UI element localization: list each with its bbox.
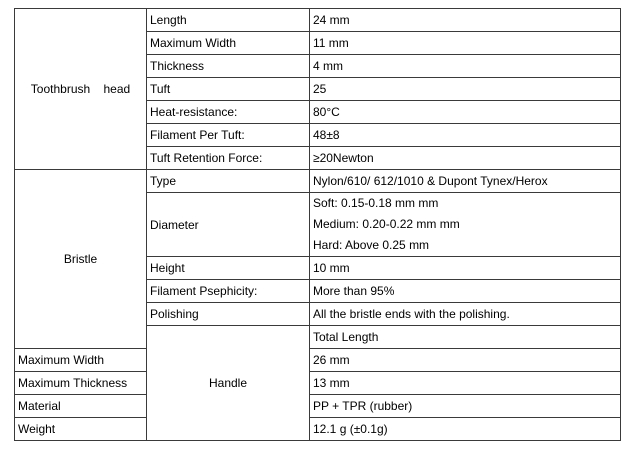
row-value: 13 mm bbox=[310, 372, 621, 395]
row-value: All the bristle ends with the polishing. bbox=[310, 303, 621, 326]
table-row bbox=[15, 395, 621, 418]
row-label: Maximum Width bbox=[15, 349, 147, 372]
row-label: Polishing bbox=[147, 303, 310, 326]
row-value-multi bbox=[310, 193, 621, 257]
row-value: 11 mm bbox=[310, 32, 621, 55]
table-row bbox=[15, 349, 621, 372]
row-value: Nylon/610/ 612/1010 & Dupont Tynex/Herox bbox=[310, 170, 621, 193]
diameter-soft: Soft: 0.15-0.18 mm mm bbox=[313, 196, 439, 210]
row-label: Filament Psephicity: bbox=[147, 280, 310, 303]
row-value: 12.1 g (±0.1g) bbox=[310, 418, 621, 441]
row-label: Thickness bbox=[147, 55, 310, 78]
table-row bbox=[15, 170, 621, 193]
section-handle: Handle bbox=[147, 326, 310, 441]
row-value: PP + TPR (rubber) bbox=[310, 395, 621, 418]
row-value: 4 mm bbox=[310, 55, 621, 78]
row-value: 24 mm bbox=[310, 9, 621, 32]
row-label: Weight bbox=[15, 418, 147, 441]
row-label: Heat-resistance: bbox=[147, 101, 310, 124]
row-label: Height bbox=[147, 257, 310, 280]
diameter-hard: Hard: Above 0.25 mm bbox=[313, 238, 430, 252]
row-label: Length bbox=[147, 9, 310, 32]
section-bristle: Bristle bbox=[15, 170, 147, 349]
row-label: Material bbox=[15, 395, 147, 418]
table-row bbox=[15, 372, 621, 395]
row-label: Tuft bbox=[147, 78, 310, 101]
row-label: Diameter bbox=[147, 193, 310, 257]
diameter-medium: Medium: 0.20-0.22 mm mm bbox=[313, 217, 460, 231]
row-label: Total Length bbox=[310, 326, 621, 349]
table-row bbox=[15, 418, 621, 441]
row-label: Filament Per Tuft: bbox=[147, 124, 310, 147]
table-row bbox=[15, 9, 621, 32]
row-value: 26 mm bbox=[310, 349, 621, 372]
section-toothbrush-head: Toothbrush head bbox=[15, 9, 147, 170]
row-value: ≥20Newton bbox=[310, 147, 621, 170]
row-value: 80°C bbox=[310, 101, 621, 124]
row-label: Maximum Thickness bbox=[15, 372, 147, 395]
spec-table bbox=[14, 8, 621, 441]
row-value: More than 95% bbox=[310, 280, 621, 303]
row-label: Maximum Width bbox=[147, 32, 310, 55]
row-label: Tuft Retention Force: bbox=[147, 147, 310, 170]
row-value: 10 mm bbox=[310, 257, 621, 280]
row-value: 25 bbox=[310, 78, 621, 101]
row-value: 48±8 bbox=[310, 124, 621, 147]
row-label: Type bbox=[147, 170, 310, 193]
